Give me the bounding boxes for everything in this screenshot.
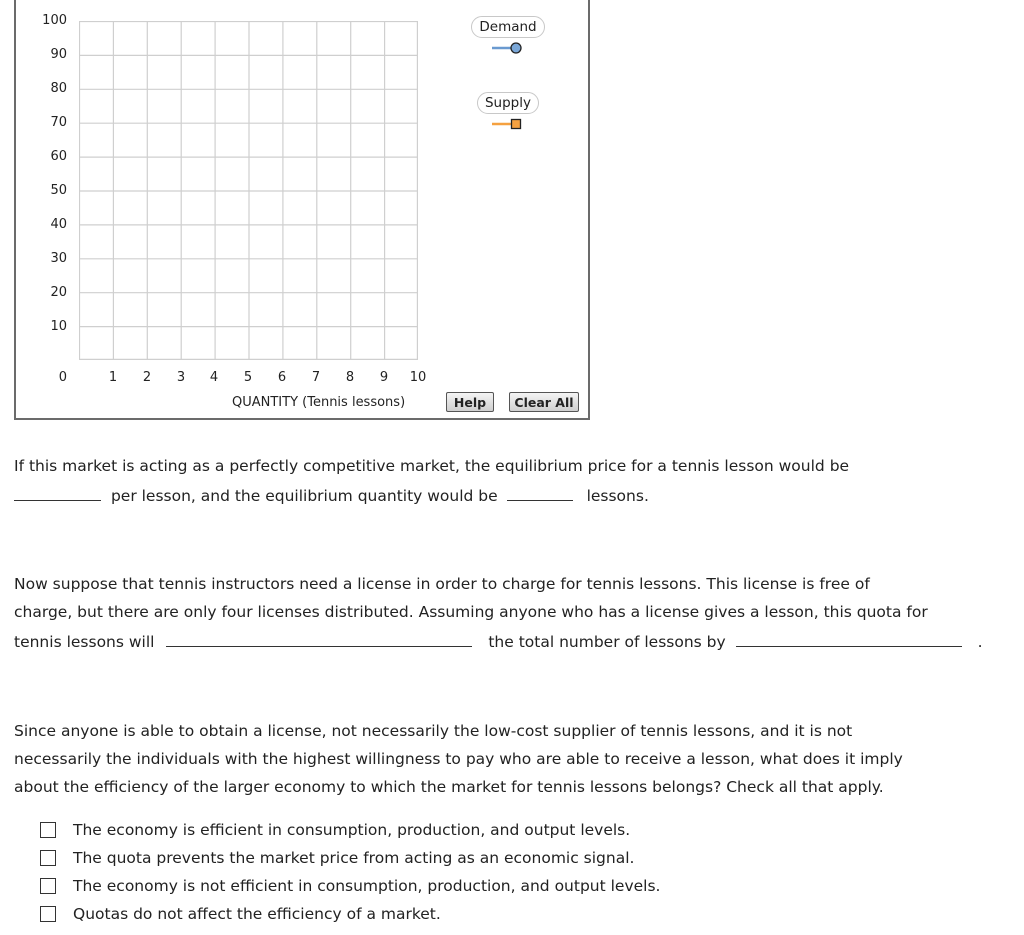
y-tick-label: 10: [50, 319, 67, 334]
x-tick-label: 5: [243, 370, 253, 385]
checkbox[interactable]: [40, 850, 56, 866]
question1-text-line1: If this market is acting as a perfectly competitive market, the equilibrium price for a tennis lesson would be: [14, 457, 850, 475]
demand-legend-label[interactable]: Demand: [471, 16, 545, 38]
question1-text-line2a: per lesson, and the equilibrium quantity would be: [110, 487, 498, 505]
x-tick-label: 2: [142, 370, 152, 385]
y-tick-label: 20: [50, 285, 67, 300]
quota-effect-dropdown[interactable]: [166, 626, 472, 647]
checkbox[interactable]: [40, 822, 56, 838]
x-tick-label: 4: [209, 370, 219, 385]
y-tick-label: 0: [58, 370, 67, 385]
x-tick-label: 1: [108, 370, 118, 385]
x-tick-label: 9: [379, 370, 389, 385]
y-tick-label: 90: [50, 47, 67, 62]
equilibrium-price-input[interactable]: [14, 480, 101, 501]
y-tick-label: 40: [50, 217, 67, 232]
option-quotas-no-effect[interactable]: [40, 903, 441, 925]
x-tick-label: 3: [176, 370, 186, 385]
option-label: Quotas do not affect the efficiency of a market.: [73, 905, 441, 923]
y-tick-label: 50: [50, 183, 67, 198]
option-label: The quota prevents the market price from acting as an economic signal.: [73, 849, 635, 867]
demand-tool-icon[interactable]: [492, 40, 524, 59]
question3-text-line3: about the efficiency of the larger economy to which the market for tennis lessons belongs? Check all that apply.: [14, 778, 884, 796]
question1-text-line2b: lessons.: [586, 487, 649, 505]
y-tick-label: 80: [50, 81, 67, 96]
option-not-efficient-economy[interactable]: [40, 875, 661, 897]
question2-text-line3b: the total number of lessons by: [488, 633, 726, 651]
supply-legend-label[interactable]: Supply: [477, 92, 539, 114]
help-button[interactable]: Help: [446, 392, 494, 412]
question2-line3: [14, 626, 983, 656]
y-tick-label: 100: [42, 13, 67, 28]
option-efficient-economy[interactable]: [40, 819, 630, 841]
question1-line2: [14, 480, 649, 510]
question2-text-line1: Now suppose that tennis instructors need a license in order to charge for tennis lessons. This license is free of: [14, 575, 870, 593]
question3-text-line2: necessarily the individuals with the highest willingness to pay who are able to receive a lesson, what does it imply: [14, 750, 903, 768]
y-tick-label: 60: [50, 149, 67, 164]
y-tick-label: 30: [50, 251, 67, 266]
x-tick-label: 7: [311, 370, 321, 385]
lesson-change-amount-dropdown[interactable]: [736, 626, 962, 647]
option-quota-prevents-signal[interactable]: [40, 847, 634, 869]
checkbox[interactable]: [40, 906, 56, 922]
equilibrium-quantity-input[interactable]: [507, 480, 573, 501]
option-label: The economy is not efficient in consumption, production, and output levels.: [73, 877, 661, 895]
x-tick-label: 8: [345, 370, 355, 385]
question2-text-line3a: tennis lessons will: [14, 633, 155, 651]
x-tick-label: 6: [277, 370, 287, 385]
x-tick-label: 10: [409, 370, 427, 385]
grid-lines: [79, 21, 418, 360]
supply-tool-icon[interactable]: [492, 116, 524, 135]
clear-all-button[interactable]: Clear All: [509, 392, 579, 412]
question2-text-line2: charge, but there are only four licenses distributed. Assuming anyone who has a license gives a lesson, this quota for: [14, 603, 928, 621]
x-axis-title: QUANTITY (Tennis lessons): [232, 395, 406, 410]
y-tick-label: 70: [50, 115, 67, 130]
option-label: The economy is efficient in consumption, production, and output levels.: [73, 821, 631, 839]
graph-plot-area[interactable]: [79, 21, 418, 360]
checkbox[interactable]: [40, 878, 56, 894]
question2-period: .: [977, 633, 983, 651]
question3-text-line1: Since anyone is able to obtain a license, not necessarily the low-cost supplier of tennis lessons, and it is not: [14, 722, 853, 740]
